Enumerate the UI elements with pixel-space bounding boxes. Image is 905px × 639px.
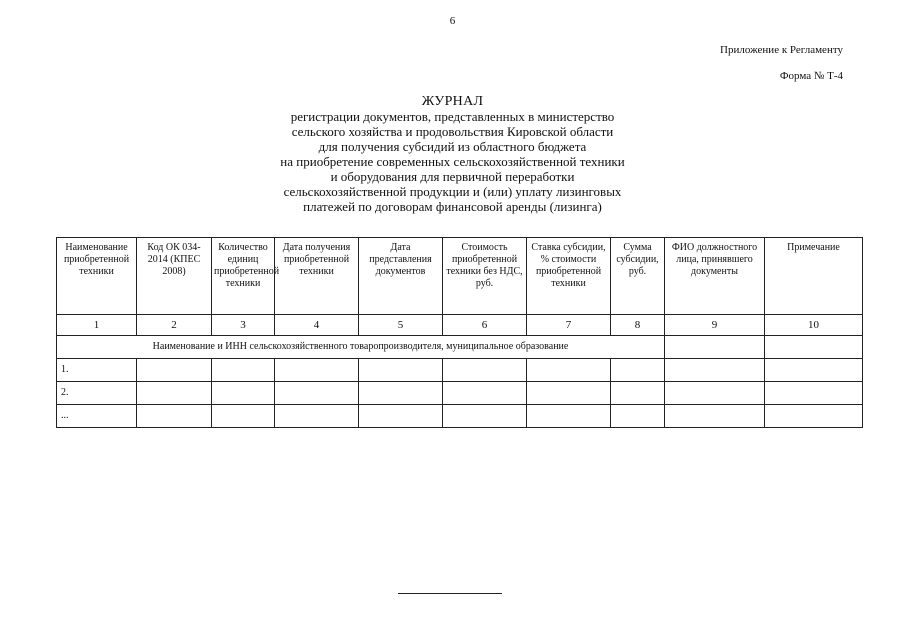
table-cell xyxy=(665,382,765,405)
table-cell xyxy=(275,405,359,428)
subtitle-line: для получения субсидий из областного бюджета xyxy=(318,139,587,154)
header-cell: Код ОК 034-2014 (КПЕС 2008) xyxy=(137,238,212,315)
table-cell xyxy=(665,336,765,359)
column-number: 2 xyxy=(137,315,212,336)
table-cell xyxy=(359,382,443,405)
table-cell xyxy=(527,382,611,405)
table-cell xyxy=(611,359,665,382)
column-number: 1 xyxy=(57,315,137,336)
table-cell xyxy=(765,359,863,382)
form-number: Форма № Т-4 xyxy=(779,70,843,82)
row-number: ... xyxy=(57,405,137,428)
page-number: 6 xyxy=(449,15,456,27)
table-cell xyxy=(611,405,665,428)
table-cell xyxy=(137,382,212,405)
table-cell xyxy=(765,405,863,428)
subtitle-line: платежей по договорам финансовой аренды (лизинга) xyxy=(303,199,602,214)
table-row xyxy=(57,359,863,382)
header-cell: Дата получения приобретенной техники xyxy=(275,238,359,315)
column-number: 8 xyxy=(611,315,665,336)
table-cell xyxy=(765,336,863,359)
column-number: 6 xyxy=(443,315,527,336)
table-cell xyxy=(611,382,665,405)
table-cell xyxy=(137,405,212,428)
subtitle-line: сельского хозяйства и продовольствия Кировской области xyxy=(291,124,614,139)
table-cell xyxy=(665,405,765,428)
table-cell xyxy=(137,359,212,382)
table-cell xyxy=(443,382,527,405)
table-cell xyxy=(212,359,275,382)
table-cell xyxy=(443,359,527,382)
header-cell: Сумма субсидии, руб. xyxy=(611,238,665,315)
column-number: 9 xyxy=(665,315,765,336)
table-cell xyxy=(443,405,527,428)
header-cell: Наименование приобретенной техники xyxy=(57,238,137,315)
table-cell xyxy=(212,405,275,428)
annex-label: Приложение к Регламенту xyxy=(720,44,843,56)
subtitle-line: на приобретение современных сельскохозяйственной техники xyxy=(280,154,625,169)
journal-table xyxy=(56,237,863,428)
column-number: 5 xyxy=(359,315,443,336)
table-cell xyxy=(527,359,611,382)
table-cell xyxy=(527,405,611,428)
column-number: 10 xyxy=(765,315,863,336)
header-cell: Количество единиц приобретенной техники xyxy=(212,238,275,315)
title-block xyxy=(0,94,905,214)
row-number: 1. xyxy=(57,359,137,382)
column-number: 3 xyxy=(212,315,275,336)
table-cell xyxy=(359,405,443,428)
header-cell: Дата представления документов xyxy=(359,238,443,315)
table-cell xyxy=(765,382,863,405)
header-row xyxy=(57,238,863,315)
table-row xyxy=(57,405,863,428)
header-cell: Примечание xyxy=(765,238,863,315)
header-cell: Ставка субсидии, % стоимости приобретенной техники xyxy=(527,238,611,315)
table-cell xyxy=(665,359,765,382)
group-label: Наименование и ИНН сельскохозяйственного товаропроизводителя, муниципальное образование xyxy=(57,336,665,359)
header-cell: Стоимость приобретенной техники без НДС, руб. xyxy=(443,238,527,315)
group-row xyxy=(57,336,863,359)
column-number: 7 xyxy=(527,315,611,336)
column-number: 4 xyxy=(275,315,359,336)
column-number-row xyxy=(57,315,863,336)
table-cell xyxy=(212,382,275,405)
subtitle-line: сельскохозяйственной продукции и (или) уплату лизинговых xyxy=(283,184,622,199)
header-cell: ФИО должностного лица, принявшего документы xyxy=(665,238,765,315)
footer-divider xyxy=(398,593,502,594)
table-cell xyxy=(359,359,443,382)
table-row xyxy=(57,382,863,405)
row-number: 2. xyxy=(57,382,137,405)
table-cell xyxy=(275,382,359,405)
subtitle-line: и оборудования для первичной переработки xyxy=(330,169,575,184)
document-title: ЖУРНАЛ xyxy=(421,94,484,109)
table-cell xyxy=(275,359,359,382)
subtitle-line: регистрации документов, представленных в министерство xyxy=(290,109,615,124)
